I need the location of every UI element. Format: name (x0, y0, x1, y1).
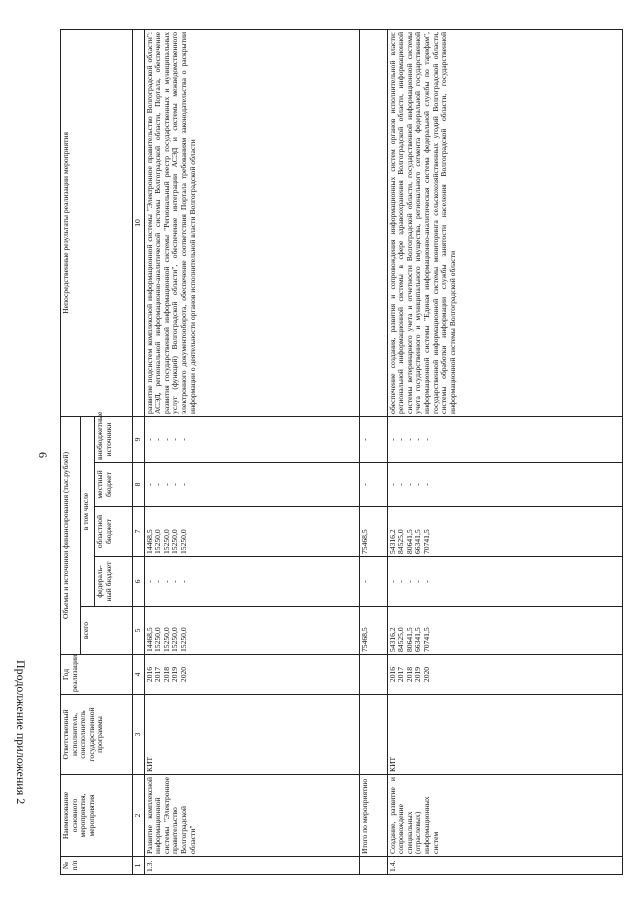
col-number: 9 (133, 416, 145, 462)
row-totals (387, 607, 622, 655)
row-num: 1.3. (144, 857, 359, 875)
local-value: - (161, 483, 171, 486)
regional-value: 66341,5 (413, 529, 423, 554)
offbudget-value: - (170, 438, 180, 441)
federal-value: - (396, 580, 406, 583)
total-value: 15250,0 (153, 627, 163, 652)
year-value: 2016 (387, 666, 397, 683)
year-value: 2017 (396, 666, 406, 683)
total-value: 14468,5 (144, 627, 154, 652)
row-years (144, 655, 359, 695)
offbudget-value: - (161, 438, 171, 441)
federal-value: - (153, 580, 163, 583)
total-value: 15250,0 (161, 627, 171, 652)
col-number: 5 (133, 607, 145, 655)
col-number: 10 (133, 29, 145, 416)
row-executor: КИТ (387, 695, 622, 775)
offbudget-value: - (178, 438, 188, 441)
federal-value: - (404, 580, 414, 583)
local-value: - (387, 483, 397, 486)
header-year: Год реализации (61, 655, 133, 695)
total-value: 54316,2 (387, 627, 397, 652)
header-total: всего (81, 607, 133, 655)
row-local (387, 463, 622, 507)
row-executor (359, 695, 387, 775)
row-years (359, 655, 387, 695)
year-value: 2018 (404, 666, 414, 683)
regional-value: 14468,5 (144, 529, 154, 554)
regional-value: 75468,5 (359, 507, 387, 557)
col-number: 2 (133, 775, 145, 857)
header-result: Непосредственные результаты реализации мероприятия (61, 29, 133, 416)
total-value: 66341,5 (413, 627, 423, 652)
row-offbudget (144, 416, 359, 462)
federal-value: - (170, 580, 180, 583)
offbudget-value: - (144, 438, 154, 441)
year-value: 2019 (170, 666, 180, 683)
local-value: - (153, 483, 163, 486)
col-number: 1 (133, 857, 145, 875)
regional-value: 84525,0 (396, 529, 406, 554)
total-value: 75468,5 (359, 607, 387, 655)
year-value: 2017 (153, 666, 163, 683)
row-name: Развитие комплексной информационной системы "Электронное правительство Волгоградской области" (144, 775, 359, 857)
header-in-that: в том числе (81, 416, 95, 606)
total-value: 15250,0 (178, 627, 188, 652)
federal-value: - (178, 580, 188, 583)
year-value: 2019 (413, 666, 423, 683)
regional-value: 15250,0 (170, 529, 180, 554)
col-number: 8 (133, 463, 145, 507)
header-local: местный бюджет (95, 463, 133, 507)
local-value: - (144, 483, 154, 486)
federal-value: - (144, 580, 154, 583)
year-value: 2020 (421, 666, 431, 683)
federal-value: - (413, 580, 423, 583)
federal-value: - (359, 557, 387, 607)
row-result (359, 29, 387, 416)
row-years (387, 655, 622, 695)
col-number: 7 (133, 507, 145, 557)
offbudget-value: - (396, 438, 406, 441)
federal-value: - (421, 580, 431, 583)
page-number: 6 (36, 452, 50, 458)
row-federal (387, 557, 622, 607)
header-regional: областной бюджет (95, 507, 133, 557)
table-row (144, 29, 359, 874)
offbudget-value: - (359, 416, 387, 462)
regional-value: 15250,0 (153, 529, 163, 554)
row-local (144, 463, 359, 507)
table-row (387, 29, 622, 874)
regional-value: 15250,0 (161, 529, 171, 554)
column-number-row (133, 29, 145, 874)
year-value: 2018 (161, 666, 171, 683)
row-federal (144, 557, 359, 607)
offbudget-value: - (421, 438, 431, 441)
regional-value: 80641,5 (404, 529, 414, 554)
year-value: 2016 (144, 666, 154, 683)
local-value: - (421, 483, 431, 486)
total-value: 70741,5 (421, 627, 431, 652)
local-value: - (404, 483, 414, 486)
federal-value: - (387, 580, 397, 583)
local-value: - (413, 483, 423, 486)
header-funding: Объемы и источники финансирования (тыс.рублей) (61, 416, 81, 654)
row-num (359, 857, 387, 875)
regional-value: 54316,2 (387, 529, 397, 554)
col-number: 3 (133, 695, 145, 775)
row-result: обеспечение создания, развития и сопровождения информационных систем органов исполнительной власти: региональной информационной системы в сфере здравоохранения Волгоградской области, информационной системы ветеринарного учета и отчетности Волгоградской области, государственной информационной системы учета государственного и муниципального имущества, регионального сегмента федеральной государственной информационной системы "Единая информационно-аналитическая система федеральной службы по тарифам", государственной информационной системы мониторинга сельскохозяйственных угодий Волгоградской области, системы обработки информации службы занятости населения Волгоградской области, государственной информационной системы Волгоградской области (387, 29, 622, 416)
row-executor: КИТ (144, 695, 359, 775)
federal-value: - (161, 580, 171, 583)
header-name: Наименование основного мероприятия, мероприятия (61, 775, 133, 857)
row-result: развитие подсистем комплексной информационной системы "Электронное правительство Волгоградской области": АСЭД, региональной информационно-аналитической системы Волгоградской области, Портала, обеспечение развития государственной информационной системы "Региональный реестр государственных и муниципальных услуг (функций) Волгоградской области", обеспечение интеграции АСЭД и системы межведомственного электронного документооборота, обеспечение соответствия Портала требованиям законодательства о раскрытии информации о деятельности органов исполнительной власти Волгоградской области (144, 29, 359, 416)
total-value: 80641,5 (404, 627, 414, 652)
local-value: - (178, 483, 188, 486)
col-number: 4 (133, 655, 145, 695)
offbudget-value: - (387, 438, 397, 441)
row-regional (387, 507, 622, 557)
year-value: 2020 (178, 666, 188, 683)
row-offbudget (387, 416, 622, 462)
local-value: - (170, 483, 180, 486)
offbudget-value: - (413, 438, 423, 441)
offbudget-value: - (404, 438, 414, 441)
regional-value: 70741,5 (421, 529, 431, 554)
row-name: Итого по мероприятию (359, 775, 387, 857)
header-executor: Ответственный исполнитель, соисполнитель государственной программы (61, 695, 133, 775)
header-offbudget: внебюджетные источники (95, 416, 133, 462)
regional-value: 15250,0 (178, 529, 188, 554)
table-row-total (359, 29, 387, 874)
col-number: 6 (133, 557, 145, 607)
header-num: № п/п (61, 857, 133, 875)
row-name: Создание, развитие и сопровождение специальных (отраслевых) информационных систем (387, 775, 622, 857)
local-value: - (359, 463, 387, 507)
local-value: - (396, 483, 406, 486)
funding-table (60, 29, 623, 875)
header-federal: федераль-ный бюджет (95, 557, 133, 607)
total-value: 84525,0 (396, 627, 406, 652)
continuation-label: Продолжение приложения 2 (14, 660, 28, 805)
offbudget-value: - (153, 438, 163, 441)
total-value: 15250,0 (170, 627, 180, 652)
row-num: 1.4. (387, 857, 622, 875)
row-regional (144, 507, 359, 557)
row-totals (144, 607, 359, 655)
